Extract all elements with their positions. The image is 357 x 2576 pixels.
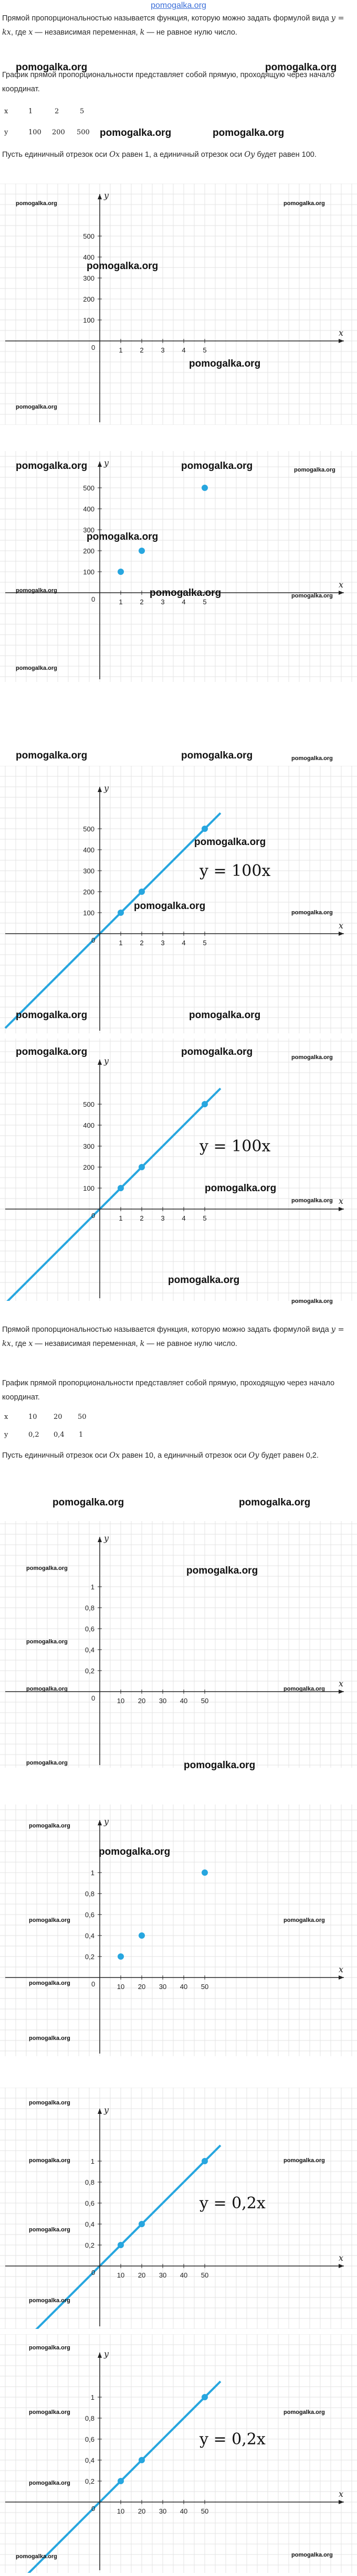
table-x-value: 5 <box>80 108 85 115</box>
data-point <box>139 1164 145 1170</box>
watermark: pomogalka.org <box>291 593 333 599</box>
table-y-value: 500 <box>77 129 90 136</box>
coordinate-graph-3 <box>0 766 357 1033</box>
x-tick-label: 20 <box>138 2507 146 2515</box>
data-point <box>139 2221 145 2227</box>
y-tick-label: 0,4 <box>85 1932 94 1940</box>
data-point <box>118 2478 124 2484</box>
grid <box>0 766 357 1033</box>
y-tick-label: 0,8 <box>85 2414 94 2422</box>
y-tick-label: 0,4 <box>85 2220 94 2228</box>
x-tick-label: 10 <box>117 1697 125 1705</box>
watermark: pomogalka.org <box>134 901 206 912</box>
y-axis-label: y <box>104 783 109 793</box>
coordinate-graph-8 <box>0 2334 357 2573</box>
grid <box>0 1039 357 1301</box>
origin-label: 0 <box>91 2269 96 2276</box>
watermark: pomogalka.org <box>52 1497 124 1508</box>
watermark: pomogalka.org <box>168 1275 240 1286</box>
x-tick-label: 20 <box>138 1697 146 1705</box>
y-tick-label: 100 <box>83 1184 94 1192</box>
y-tick-label: 500 <box>83 1100 94 1108</box>
values-table <box>2 1413 160 1445</box>
watermark: pomogalka.org <box>284 1917 325 1923</box>
y-axis-label: y <box>104 458 109 468</box>
watermark: pomogalka.org <box>284 2157 325 2164</box>
x-tick-label: 20 <box>138 2271 146 2279</box>
watermark: pomogalka.org <box>16 461 88 472</box>
scale-paragraph: Пусть единичный отрезок оси Ox равен 1, а единичный отрезок оси Oy будет равен 100. <box>2 151 317 159</box>
y-tick-label: 500 <box>83 825 94 833</box>
watermark: pomogalka.org <box>205 1183 277 1194</box>
watermark: pomogalka.org <box>87 261 159 272</box>
x-tick-label: 30 <box>159 2271 167 2279</box>
x-axis-label: x <box>339 1679 344 1688</box>
table-y-value: 200 <box>52 129 65 136</box>
y-tick-label: 0,6 <box>85 1911 94 1919</box>
watermark: pomogalka.org <box>189 358 261 369</box>
watermark: pomogalka.org <box>291 755 333 762</box>
y-axis-arrow <box>98 462 102 467</box>
data-point <box>202 2394 208 2400</box>
x-axis-label: x <box>339 2253 344 2263</box>
coordinate-graph-2 <box>0 451 357 682</box>
watermark: pomogalka.org <box>181 750 253 761</box>
watermark: pomogalka.org <box>284 2409 325 2415</box>
y-tick-label: 200 <box>83 295 94 303</box>
graph-canvas <box>0 1804 357 2056</box>
watermark: pomogalka.org <box>16 750 88 761</box>
x-axis-label: x <box>339 580 344 590</box>
y-axis-arrow <box>98 194 102 199</box>
y-tick-label: 300 <box>83 274 94 282</box>
watermark: pomogalka.org <box>184 1760 256 1771</box>
origin-label: 0 <box>91 1980 96 1988</box>
watermark: pomogalka.org <box>16 1046 88 1057</box>
watermark: pomogalka.org <box>29 2157 70 2164</box>
watermark: pomogalka.org <box>26 1639 68 1645</box>
watermark: pomogalka.org <box>26 1760 68 1766</box>
x-tick-label: 4 <box>182 598 186 606</box>
x-tick-label: 1 <box>119 598 123 606</box>
data-point <box>118 569 124 575</box>
x-axis-label: x <box>339 921 344 931</box>
y-axis-label: y <box>104 1533 109 1543</box>
y-tick-label: 400 <box>83 505 94 513</box>
definition-paragraph: Прямой пропорциональностью называется функция, которую можно задать формулой вида y = kx, где x — независимая переменная, k — не равное нулю число. <box>2 1326 344 1348</box>
watermark: pomogalka.org <box>29 2345 70 2351</box>
y-tick-label: 400 <box>83 846 94 854</box>
x-axis-label: x <box>339 1196 344 1206</box>
watermark: pomogalka.org <box>29 2297 70 2304</box>
y-tick-label: 300 <box>83 526 94 534</box>
data-point <box>118 2242 124 2248</box>
y-tick-label: 300 <box>83 867 94 875</box>
watermark: pomogalka.org <box>150 587 222 598</box>
graph-canvas <box>0 184 357 425</box>
x-tick-label: 50 <box>201 1983 209 1991</box>
y-tick-label: 1 <box>90 1583 94 1591</box>
x-tick-label: 5 <box>203 346 207 354</box>
function-line <box>5 1088 220 1301</box>
x-tick-label: 40 <box>180 2507 188 2515</box>
y-axis-label: y <box>104 1816 109 1826</box>
watermark: pomogalka.org <box>29 2100 70 2106</box>
x-tick-label: 4 <box>182 1214 186 1222</box>
y-tick-label: 400 <box>83 253 94 261</box>
y-axis-label: y <box>104 1056 109 1066</box>
grid <box>0 1804 357 2056</box>
watermark: pomogalka.org <box>239 1497 311 1508</box>
x-tick-label: 2 <box>140 346 144 354</box>
y-tick-label: 0,6 <box>85 1625 94 1633</box>
table-x-value: 10 <box>28 1413 37 1421</box>
y-axis-label: y <box>104 2349 109 2359</box>
y-axis-label: y <box>104 190 109 200</box>
x-tick-label: 40 <box>180 2271 188 2279</box>
x-tick-label: 20 <box>138 1983 146 1991</box>
grid <box>0 2334 357 2573</box>
watermark: pomogalka.org <box>284 1686 325 1692</box>
y-tick-label: 1 <box>90 2157 94 2165</box>
table-x-label: x <box>4 108 8 115</box>
table-x-value: 20 <box>54 1413 62 1421</box>
watermark: pomogalka.org <box>181 461 253 472</box>
watermark: pomogalka.org <box>291 1054 333 1061</box>
watermark: pomogalka.org <box>291 2552 333 2558</box>
graph-canvas <box>0 2334 357 2573</box>
x-tick-label: 1 <box>119 346 123 354</box>
watermark: pomogalka.org <box>16 62 88 73</box>
origin-label: 0 <box>91 1694 96 1702</box>
data-point <box>118 910 124 916</box>
watermark: pomogalka.org <box>16 2553 57 2560</box>
y-axis-arrow <box>98 787 102 792</box>
watermark: pomogalka.org <box>29 2480 70 2486</box>
y-tick-label: 100 <box>83 316 94 324</box>
grid <box>0 184 357 425</box>
x-tick-label: 30 <box>159 2507 167 2515</box>
data-point <box>118 1953 124 1960</box>
watermark: pomogalka.org <box>189 1010 261 1021</box>
table-x-value: 50 <box>78 1413 87 1421</box>
y-tick-label: 0,8 <box>85 1604 94 1612</box>
watermark: pomogalka.org <box>87 531 159 542</box>
coordinate-graph-7 <box>0 2088 357 2329</box>
x-tick-label: 50 <box>201 2507 209 2515</box>
data-point <box>202 485 208 491</box>
table-x-value: 2 <box>55 108 59 115</box>
y-tick-label: 0,2 <box>85 2241 94 2249</box>
data-point <box>202 826 208 832</box>
x-tick-label: 50 <box>201 2271 209 2279</box>
site-link[interactable]: pomogalka.org <box>151 1 206 10</box>
x-tick-label: 40 <box>180 1697 188 1705</box>
graph-canvas <box>0 2088 357 2329</box>
x-tick-label: 3 <box>161 1214 165 1222</box>
x-tick-label: 2 <box>140 598 144 606</box>
x-tick-label: 3 <box>161 598 165 606</box>
x-tick-label: 10 <box>117 2507 125 2515</box>
table-y-value: 0,4 <box>54 1431 65 1439</box>
x-axis-label: x <box>339 328 344 338</box>
y-tick-label: 100 <box>83 909 94 917</box>
equation-label: y = 0,2x <box>200 2430 266 2449</box>
coordinate-graph-6 <box>0 1804 357 2056</box>
watermark: pomogalka.org <box>194 837 266 848</box>
watermark: pomogalka.org <box>16 587 57 594</box>
x-tick-label: 1 <box>119 939 123 947</box>
y-tick-label: 0,2 <box>85 1953 94 1961</box>
table-y-value: 0,2 <box>28 1431 39 1439</box>
data-point <box>202 1869 208 1876</box>
grid <box>0 2088 357 2329</box>
grid <box>0 451 357 682</box>
x-tick-label: 10 <box>117 1983 125 1991</box>
watermark: pomogalka.org <box>29 1823 70 1829</box>
data-point <box>202 1101 208 1107</box>
equation-label: y = 0,2x <box>200 2194 266 2212</box>
y-tick-label: 200 <box>83 1163 94 1171</box>
x-tick-label: 3 <box>161 346 165 354</box>
x-tick-label: 2 <box>140 1214 144 1222</box>
y-tick-label: 200 <box>83 888 94 896</box>
watermark: pomogalka.org <box>291 1198 333 1204</box>
watermark: pomogalka.org <box>284 200 325 207</box>
x-tick-label: 30 <box>159 1983 167 1991</box>
y-tick-label: 0,2 <box>85 2477 94 2485</box>
x-tick-label: 4 <box>182 939 186 947</box>
x-tick-label: 50 <box>201 1697 209 1705</box>
table-y-value: 100 <box>28 129 41 136</box>
watermark: pomogalka.org <box>16 665 57 671</box>
y-tick-label: 1 <box>90 2393 94 2401</box>
y-tick-label: 400 <box>83 1121 94 1129</box>
watermark: pomogalka.org <box>16 200 57 207</box>
x-axis-label: x <box>339 2489 344 2499</box>
data-point <box>139 2457 145 2463</box>
watermark: pomogalka.org <box>29 1980 70 1986</box>
data-point <box>139 889 145 895</box>
scale-paragraph: Пусть единичный отрезок оси Ox равен 10, а единичный отрезок оси Oy будет равен 0,2. <box>2 1451 319 1460</box>
data-point <box>202 2158 208 2164</box>
watermark: pomogalka.org <box>291 910 333 916</box>
y-axis-arrow <box>98 2109 102 2114</box>
watermark: pomogalka.org <box>29 2227 70 2233</box>
data-point <box>139 548 145 554</box>
graph-canvas <box>0 766 357 1033</box>
data-point <box>118 1185 124 1191</box>
x-tick-label: 5 <box>203 1214 207 1222</box>
equation-label: y = 100x <box>200 1137 271 1156</box>
y-tick-label: 300 <box>83 1142 94 1150</box>
equation-label: y = 100x <box>200 862 271 880</box>
origin-label: 0 <box>91 595 96 603</box>
table-y-value: 1 <box>79 1431 83 1439</box>
x-tick-label: 4 <box>182 346 186 354</box>
data-point <box>139 1932 145 1939</box>
table-x-label: x <box>4 1413 8 1421</box>
x-tick-label: 30 <box>159 1697 167 1705</box>
y-axis-label: y <box>104 2105 109 2115</box>
y-tick-label: 200 <box>83 547 94 555</box>
y-tick-label: 0,8 <box>85 2178 94 2186</box>
watermark: pomogalka.org <box>100 127 172 138</box>
watermark: pomogalka.org <box>213 127 285 138</box>
x-tick-label: 5 <box>203 939 207 947</box>
watermark: pomogalka.org <box>29 2035 70 2041</box>
watermark: pomogalka.org <box>186 1565 258 1576</box>
x-tick-label: 10 <box>117 2271 125 2279</box>
coordinate-graph-1 <box>0 184 357 425</box>
y-axis-arrow <box>98 1820 102 1825</box>
graph-description: График прямой пропорциональности представляет собой прямую, проходящую через начало координат. <box>2 1379 335 1402</box>
origin-label: 0 <box>91 1212 96 1220</box>
table-y-label: y <box>4 129 8 136</box>
watermark: pomogalka.org <box>291 1298 333 1305</box>
function-line <box>5 813 220 1028</box>
table-x-value: 1 <box>28 108 33 115</box>
y-tick-label: 1 <box>90 1869 94 1877</box>
x-tick-label: 40 <box>180 1983 188 1991</box>
table-y-label: y <box>4 1431 8 1439</box>
watermark: pomogalka.org <box>99 1846 171 1857</box>
origin-label: 0 <box>91 2505 96 2513</box>
y-tick-label: 500 <box>83 484 94 492</box>
x-tick-label: 2 <box>140 939 144 947</box>
watermark: pomogalka.org <box>265 62 337 73</box>
graph-canvas <box>0 451 357 682</box>
origin-label: 0 <box>91 936 96 944</box>
definition-paragraph: Прямой пропорциональностью называется функция, которую можно задать формулой вида y = kx, где x — независимая переменная, k — не равное нулю число. <box>2 14 344 37</box>
watermark: pomogalka.org <box>26 1565 68 1572</box>
y-tick-label: 100 <box>83 568 94 576</box>
y-tick-label: 0,8 <box>85 1890 94 1898</box>
x-tick-label: 3 <box>161 939 165 947</box>
y-tick-label: 0,2 <box>85 1667 94 1675</box>
y-tick-label: 0,4 <box>85 2456 94 2464</box>
watermark: pomogalka.org <box>16 404 57 410</box>
x-tick-label: 1 <box>119 1214 123 1222</box>
watermark: pomogalka.org <box>29 2409 70 2415</box>
watermark: pomogalka.org <box>16 1010 88 1021</box>
y-tick-label: 0,6 <box>85 2199 94 2207</box>
y-tick-label: 0,6 <box>85 2435 94 2443</box>
x-tick-label: 5 <box>203 598 207 606</box>
watermark: pomogalka.org <box>29 1917 70 1923</box>
graph-canvas <box>0 1039 357 1301</box>
origin-label: 0 <box>91 344 96 351</box>
watermark: pomogalka.org <box>26 1686 68 1692</box>
y-tick-label: 500 <box>83 232 94 240</box>
y-axis-arrow <box>98 1537 102 1542</box>
x-axis-label: x <box>339 1964 344 1974</box>
y-tick-label: 0,4 <box>85 1646 94 1654</box>
coordinate-graph-4 <box>0 1039 357 1301</box>
graph-description: График прямой пропорциональности представляет собой прямую, проходящую через начало координат. <box>2 71 335 93</box>
watermark: pomogalka.org <box>294 467 335 473</box>
watermark: pomogalka.org <box>181 1046 253 1057</box>
